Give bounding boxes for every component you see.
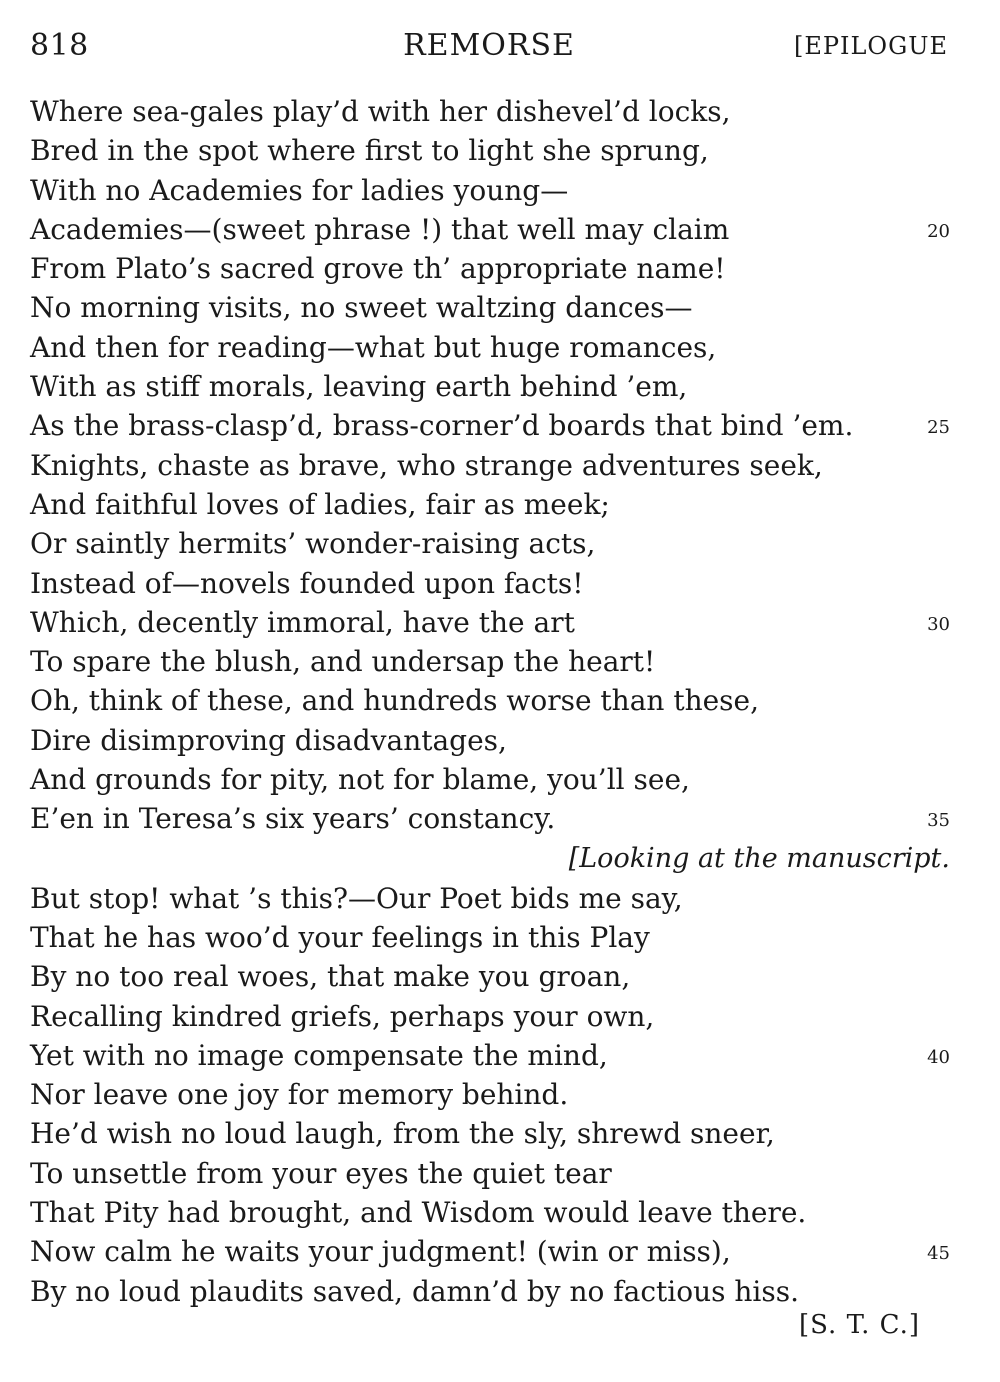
verse-line-text: Nor leave one joy for memory behind.	[30, 1078, 569, 1112]
verse-line-text: Yet with no image compensate the mind,	[30, 1038, 608, 1072]
verse-line-text: No morning visits, no sweet waltzing dances—	[30, 291, 693, 325]
verse-line-text: Oh, think of these, and hundreds worse than these,	[30, 684, 760, 718]
verse-line-text: And faithful loves of ladies, fair as meek;	[30, 487, 610, 521]
line-number: 20	[927, 220, 950, 242]
verse-line-text: Recalling kindred griefs, perhaps your own,	[30, 999, 655, 1033]
verse-line-text: To unsettle from your eyes the quiet tear	[30, 1156, 612, 1190]
verse-line	[30, 721, 950, 760]
verse-line-text: Which, decently immoral, have the art	[30, 605, 575, 639]
verse-line	[30, 1232, 950, 1271]
stage-direction: [Looking at the manuscript.	[568, 842, 950, 874]
verse-line	[30, 1272, 950, 1311]
verse-line	[30, 879, 950, 918]
verse-line	[30, 249, 950, 288]
verse-block	[30, 92, 950, 1311]
verse-line	[30, 131, 950, 170]
verse-line	[30, 603, 950, 642]
verse-line-text: Bred in the spot where first to light she sprung,	[30, 134, 709, 168]
line-number: 35	[927, 810, 950, 832]
verse-line-text: He’d wish no loud laugh, from the sly, shrewd sneer,	[30, 1117, 775, 1151]
verse-line-text: And grounds for pity, not for blame, you’ll see,	[30, 763, 690, 797]
verse-line	[30, 997, 950, 1036]
line-number: 40	[927, 1046, 950, 1068]
line-number: 30	[927, 613, 950, 635]
verse-line-text: Dire disimproving disadvantages,	[30, 723, 507, 757]
verse-line-text: Where sea-gales play’d with her dishevel’d locks,	[30, 95, 731, 128]
verse-line-text: To spare the blush, and undersap the heart!	[30, 645, 656, 679]
verse-line	[30, 957, 950, 996]
line-number: 25	[927, 417, 950, 439]
verse-line	[30, 1154, 950, 1193]
verse-line	[30, 524, 950, 563]
verse-line	[30, 171, 950, 210]
verse-line-text: Academies—(sweet phrase !) that well may claim	[30, 212, 730, 246]
verse-line	[30, 446, 950, 485]
verse-line-text: And then for reading—what but huge romances,	[30, 330, 717, 364]
verse-line-text: As the brass-clasp’d, brass-corner’d boards that bind ’em.	[30, 409, 854, 443]
page-header	[30, 24, 948, 70]
verse-line	[30, 760, 950, 799]
verse-line	[30, 1075, 950, 1114]
verse-line-text: Instead of—novels founded upon facts!	[30, 566, 584, 600]
verse-line-text: That Pity had brought, and Wisdom would leave there.	[30, 1196, 807, 1230]
verse-line-text: E’en in Teresa’s six years’ constancy.	[30, 802, 556, 836]
section-label: [EPILOGUE	[793, 32, 948, 60]
verse-line	[30, 681, 950, 720]
verse-line	[30, 328, 950, 367]
verse-line-text: By no loud plaudits saved, damn’d by no factious hiss.	[30, 1274, 800, 1308]
verse-line	[30, 367, 950, 406]
verse-line	[30, 485, 950, 524]
verse-line	[30, 642, 950, 681]
verse-line	[30, 564, 950, 603]
verse-line-text: With as stiff morals, leaving earth behind ’em,	[30, 370, 688, 404]
verse-line	[30, 406, 950, 445]
verse-line-text: Knights, chaste as brave, who strange adventures seek,	[30, 448, 823, 482]
verse-line	[30, 918, 950, 957]
verse-line	[30, 799, 950, 838]
verse-line-text: Now calm he waits your judgment! (win or miss),	[30, 1235, 731, 1269]
running-title: REMORSE	[403, 28, 575, 63]
verse-line	[30, 210, 950, 249]
verse-line	[30, 288, 950, 327]
verse-line	[30, 1193, 950, 1232]
line-number: 45	[927, 1243, 950, 1265]
verse-line	[30, 92, 950, 131]
verse-line-text: By no too real woes, that make you groan,	[30, 960, 631, 994]
verse-line	[30, 1036, 950, 1075]
verse-line-text: From Plato’s sacred grove th’ appropriate name!	[30, 252, 726, 286]
author-signature: [S. T. C.]	[799, 1310, 920, 1340]
verse-line-text: That he has woo’d your feelings in this Play	[30, 920, 650, 954]
verse-line-text: But stop! what ’s this?—Our Poet bids me say,	[30, 881, 683, 915]
verse-line	[30, 1114, 950, 1153]
verse-line-text: With no Academies for ladies young—	[30, 173, 569, 207]
verse-line-text: Or saintly hermits’ wonder-raising acts,	[30, 527, 596, 561]
page-number: 818	[30, 28, 89, 63]
